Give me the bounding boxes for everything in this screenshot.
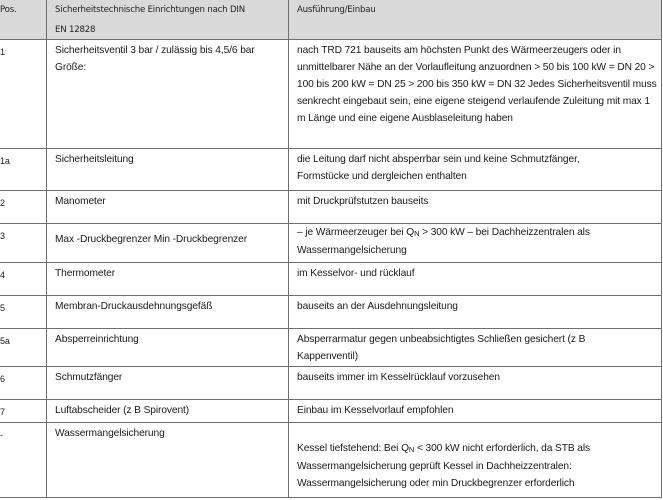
table-row: [0, 296, 661, 329]
table-row: [0, 400, 661, 423]
row-device: Wassermangelsicherung: [46, 423, 289, 498]
table-row: [0, 423, 661, 498]
row-description: bauseits immer im Kesselrücklauf vorzusehen: [288, 367, 661, 399]
row-description: nach TRD 721 bauseits am höchsten Punkt des Wärmeerzeugers oder in unmittelbarer Nähe an der Vorlaufleitung anzuordnen > 50 bis 100 kW = DN 20 > 100 bis 200 kW = DN 25 > 200 bis 350 kW = DN 32 Jedes Sicherheitsventil muss senkrecht eingebaut sein, eine eigene steigend verlaufende Zuleitung mit max 1 m Länge und eine eigene Ausblaseleitung haben: [288, 40, 661, 148]
row-device: Sicherheitsventil 3 bar / zulässig bis 4,5/6 bar Größe:: [46, 40, 289, 148]
row-device: Thermometer: [46, 263, 289, 295]
row-pos: 3: [0, 231, 5, 241]
row-description: die Leitung darf nicht absperrbar sein und keine Schmutzfänger, Formstücke und dergleichen enthalten: [288, 149, 661, 190]
row-device: Sicherheitsleitung: [46, 149, 289, 190]
header-description: Ausführung/Einbau: [288, 0, 661, 39]
row-pos: 7: [0, 407, 5, 417]
table-row: [0, 40, 661, 149]
row-pos: 1: [0, 47, 5, 57]
row-device: Absperreinrichtung: [46, 329, 289, 366]
row-device: Max -Druckbegrenzer Min -Druckbegrenzer: [46, 224, 289, 262]
description-text: > 300 kW – bei Dachheizzentralen als Wassermangelsicherung: [297, 227, 590, 256]
row-pos: 6: [0, 374, 5, 384]
table-row: [0, 191, 661, 224]
row-device: Membran-Druckausdehnungsgefäß: [46, 296, 289, 328]
description-text: – je Wärmeerzeuger bei Q: [297, 227, 415, 238]
row-device: Manometer: [46, 191, 289, 223]
row-description: [288, 423, 661, 498]
row-pos: 4: [0, 270, 5, 280]
row-description: mit Druckprüfstutzen bauseits: [288, 191, 661, 223]
header-pos: Pos.: [0, 5, 17, 15]
description-subscript: N: [408, 445, 415, 454]
row-pos: 1a: [0, 156, 10, 166]
row-description: [288, 224, 661, 262]
table-row: [0, 263, 661, 296]
row-description: Absperrarmatur gegen unbeabsichtigtes Schließen gesichert (z B Kappenventil): [288, 329, 661, 366]
row-pos: -: [0, 430, 3, 440]
header-device: Sicherheitstechnische Einrichtungen nach DIN EN 12828: [46, 0, 289, 39]
table-row: [0, 149, 661, 191]
description-text: Kessel tiefstehend: Bei Q: [297, 443, 409, 454]
row-device: Luftabscheider (z B Spirovent): [46, 400, 289, 422]
table-row: [0, 224, 661, 263]
row-description: im Kesselvor- und rücklauf: [288, 263, 661, 295]
table-row: [0, 329, 661, 367]
table-header-row: [0, 0, 661, 40]
row-device: Schmutzfänger: [46, 367, 289, 399]
description-subscript: N: [414, 229, 420, 238]
table-row: [0, 367, 661, 400]
row-description: bauseits an der Ausdehnungsleitung: [288, 296, 661, 328]
row-description: Einbau im Kesselvorlauf empfohlen: [288, 400, 661, 422]
row-pos: 5a: [0, 336, 10, 346]
row-pos: 5: [0, 303, 5, 313]
row-pos: 2: [0, 198, 5, 208]
description-text: < 300 kW nicht erforderlich, da STB als Wassermangelsicherung geprüft Kessel in Dachheizzentralen: Wassermangelsicherung oder min Druckbegrenzer erforderlich: [297, 443, 591, 489]
